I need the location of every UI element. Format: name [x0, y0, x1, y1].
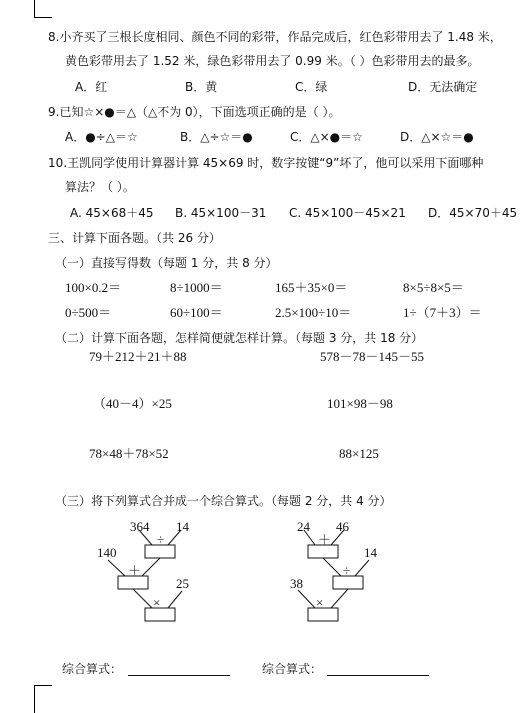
part1-r1-3: 165＋35×0＝ — [275, 280, 348, 295]
q8-option-c: C．绿 — [295, 80, 328, 94]
part1-title: （一）直接写得数（每题 1 分，共 8 分） — [55, 256, 278, 270]
tree1-d: 25 — [176, 576, 189, 591]
part1-r1-4: 8×5÷8×5＝ — [403, 280, 464, 295]
q9-option-c: C．△×●＝☆ — [290, 130, 363, 144]
tree2-op2: ÷ — [343, 563, 351, 578]
section3-title: 三、计算下面各题。（共 26 分） — [48, 231, 221, 245]
tree1-op2: ＋ — [128, 563, 142, 578]
tree2-op3: × — [316, 595, 324, 610]
tree2-d: 38 — [290, 576, 303, 591]
tree1-b: 14 — [176, 519, 189, 534]
tree2-c: 14 — [364, 545, 377, 560]
part1-r1-2: 8÷1000＝ — [170, 280, 223, 295]
q8-line2: 黄色彩带用去了 1.52 米，绿色彩带用去了 0.99 米。（ ）色彩带用去的最多。 — [65, 54, 480, 68]
answer-line-2[interactable] — [327, 675, 429, 676]
q8-option-d: D．无法确定 — [408, 80, 478, 94]
q10-line2: 算法？（ ）。 — [65, 180, 135, 194]
q10-option-d: D．45×70＋45 — [428, 206, 518, 220]
q9-option-b: B．△÷☆＝● — [180, 130, 253, 144]
part2-item-1: 79＋212＋21＋88 — [89, 349, 187, 364]
part1-r2-1: 0÷500＝ — [65, 305, 112, 320]
answer-label-2: 综合算式： — [262, 662, 323, 676]
tree1-c: 140 — [97, 545, 117, 560]
tree2-b: 46 — [336, 519, 349, 534]
part1-r2-3: 2.5×100÷10＝ — [275, 305, 352, 320]
part3-title: （三）将下列算式合并成一个综合算式。（每题 2 分，共 4 分） — [55, 494, 392, 508]
answer-line-1[interactable] — [128, 675, 230, 676]
part2-item-6: 88×125 — [339, 446, 379, 461]
part2-item-3: （40－4）×25 — [93, 396, 172, 411]
answer-label-1: 综合算式： — [62, 662, 123, 676]
q10-line1: 10.王凯同学使用计算器计算 45×69 时，数字按键“9”坏了，他可以采用下面哪种 — [48, 156, 484, 170]
q10-option-b: B. 45×100－31 — [175, 206, 267, 220]
q8-option-b: B．黄 — [185, 80, 218, 94]
part1-r2-2: 60÷100＝ — [170, 305, 223, 320]
part2-item-5: 78×48＋78×52 — [89, 446, 169, 461]
q10-option-a: A. 45×68＋45 — [70, 206, 154, 220]
tree1-a: 364 — [130, 519, 150, 534]
part2-item-2: 578－78－145－55 — [320, 349, 425, 364]
q9-option-a: A．●÷△＝☆ — [65, 130, 138, 144]
part2-item-4: 101×98－98 — [327, 396, 393, 411]
part2-title: （二）计算下面各题，怎样简便就怎样计算。（每题 3 分，共 18 分） — [55, 331, 424, 345]
part1-r2-4: 1÷（7＋3）＝ — [403, 305, 482, 320]
part1-r1-1: 100×0.2＝ — [65, 280, 122, 295]
tree2-op1: ＋ — [318, 532, 332, 547]
q8-line1: 8.小齐买了三根长度相同、颜色不同的彩带，作品完成后，红色彩带用去了 1.48 米， — [48, 30, 502, 44]
tree2-a: 24 — [297, 519, 310, 534]
tree1-op3: × — [153, 595, 161, 610]
tree1-op1: ÷ — [157, 532, 165, 547]
q10-option-c: C. 45×100－45×21 — [289, 206, 406, 220]
q9-option-d: D．△×☆＝● — [400, 130, 474, 144]
q8-option-a: A．红 — [75, 80, 108, 94]
q9-stem: 9.已知☆×●＝△（△不为 0），下面选项正确的是（ ）。 — [48, 105, 341, 119]
